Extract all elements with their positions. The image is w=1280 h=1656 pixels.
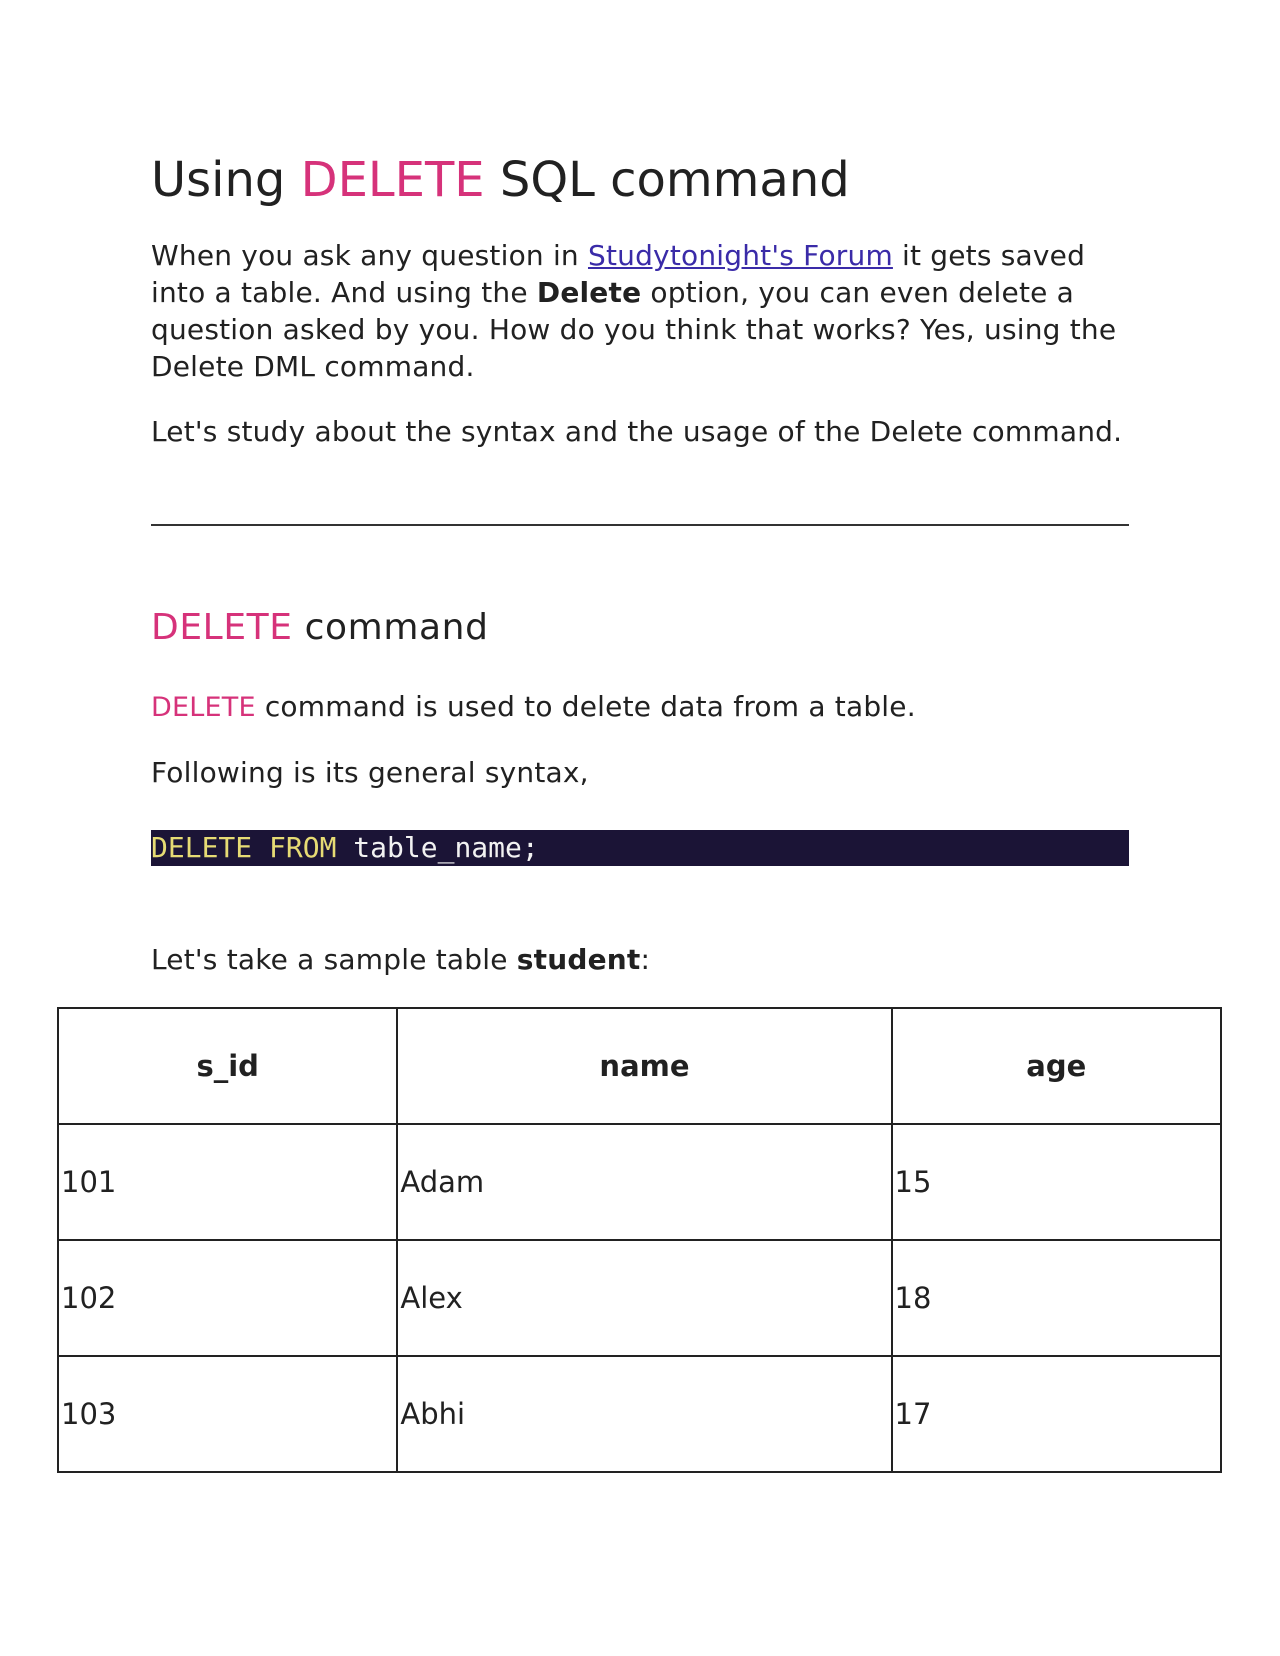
code-block xyxy=(151,830,1129,866)
sample-table-name: student xyxy=(516,943,641,976)
code-keywords: DELETE FROM xyxy=(151,831,337,864)
sample-colon: : xyxy=(640,943,651,976)
intro-paragraph xyxy=(151,237,1129,385)
forum-link[interactable]: Studytonight's Forum xyxy=(587,239,893,272)
table-row xyxy=(58,1356,1221,1472)
usage-rest: command is used to delete data from a table. xyxy=(255,690,916,723)
syntax-intro: Following is its general syntax, xyxy=(151,756,589,789)
study-paragraph: Let's study about the syntax and the usage of the Delete command. xyxy=(151,415,1123,448)
cell-age: 18 xyxy=(892,1240,1221,1356)
usage-paragraph xyxy=(151,688,916,726)
sample-table-intro xyxy=(151,941,650,978)
table-header-row xyxy=(58,1008,1221,1124)
section-heading-rest: command xyxy=(292,607,489,648)
student-table xyxy=(57,1007,1222,1473)
cell-s-id: 102 xyxy=(58,1240,397,1356)
usage-keyword: DELETE xyxy=(151,692,256,723)
header-s-id: s_id xyxy=(58,1008,397,1124)
title-keyword: DELETE xyxy=(300,152,485,208)
table-row xyxy=(58,1240,1221,1356)
cell-name: Adam xyxy=(397,1124,891,1240)
title-prefix: Using xyxy=(151,152,301,208)
section-divider xyxy=(151,524,1129,526)
table-row xyxy=(58,1124,1221,1240)
code-rest: table_name; xyxy=(336,831,539,864)
cell-name: Abhi xyxy=(397,1356,891,1472)
intro-text-end: option, you can even delete a question asked by you. How do you think that works? Yes, using the Delete DML command. xyxy=(151,276,1117,383)
section-heading xyxy=(151,604,489,652)
header-name: name xyxy=(397,1008,891,1124)
page-title xyxy=(151,148,850,212)
header-age: age xyxy=(892,1008,1221,1124)
intro-text-start: When you ask any question in xyxy=(151,239,588,272)
cell-s-id: 101 xyxy=(58,1124,397,1240)
sample-text: Let's take a sample table xyxy=(151,943,517,976)
cell-age: 15 xyxy=(892,1124,1221,1240)
intro-bold-delete: Delete xyxy=(536,276,642,309)
section-heading-keyword: DELETE xyxy=(151,607,293,648)
cell-age: 17 xyxy=(892,1356,1221,1472)
title-suffix: SQL command xyxy=(484,152,850,208)
cell-name: Alex xyxy=(397,1240,891,1356)
intro-text-middle: it gets saved into a table. And using the xyxy=(151,239,1086,309)
cell-s-id: 103 xyxy=(58,1356,397,1472)
